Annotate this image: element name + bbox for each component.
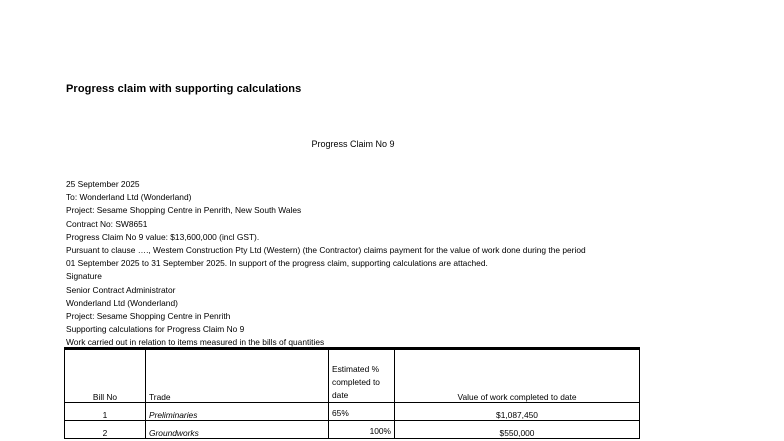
signatory-title: Senior Contract Administrator [66, 284, 176, 295]
addressee: To: Wonderland Ltd (Wonderland) [66, 192, 192, 203]
supporting-calcs-title: Supporting calculations for Progress Claim No 9 [66, 324, 245, 335]
work-description: Work carried out in relation to items measured in the bills of quantities [66, 337, 325, 348]
claim-letter [66, 178, 706, 349]
claim-title: Progress Claim No 9 [311, 139, 395, 149]
project-line-2: Project: Sesame Shopping Centre in Penrith [66, 310, 231, 321]
bill-no-cell: 1 [65, 403, 146, 421]
table-header-row [65, 349, 640, 403]
contract-number: Contract No: SW8651 [66, 218, 148, 229]
trade-cell: Preliminaries [146, 403, 329, 421]
header-bill-no: Bill No [65, 349, 146, 403]
table-row [65, 403, 640, 421]
trade-cell: Groundworks [146, 421, 329, 439]
claim-statement-2: 01 September 2025 to 31 September 2025. In support of the progress claim, supporting calculations are attached. [66, 258, 488, 269]
project-line: Project: Sesame Shopping Centre in Penrith, New South Wales [66, 205, 302, 216]
pct-cell: 100% [329, 421, 395, 439]
bill-no-cell: 2 [65, 421, 146, 439]
pct-cell: 65% [329, 403, 395, 421]
document-heading: Progress claim with supporting calculations [66, 83, 302, 95]
claim-value: Progress Claim No 9 value: $13,600,000 (incl GST). [66, 231, 260, 242]
header-estimated-pct: Estimated % completed to date [329, 349, 395, 403]
signatory-company: Wonderland Ltd (Wonderland) [66, 297, 178, 308]
claim-date: 25 September 2025 [66, 179, 140, 189]
bill-of-quantities-table [64, 347, 640, 439]
table-row [65, 421, 640, 439]
value-cell: $550,000 [395, 421, 640, 439]
signature-label: Signature [66, 271, 102, 282]
header-value: Value of work completed to date [395, 349, 640, 403]
value-cell: $1,087,450 [395, 403, 640, 421]
claim-statement-1: Pursuant to clause …., Westem Construction Pty Ltd (Western) (the Contractor) claims payment for the value of work done during the period [66, 244, 586, 255]
header-trade: Trade [146, 349, 329, 403]
